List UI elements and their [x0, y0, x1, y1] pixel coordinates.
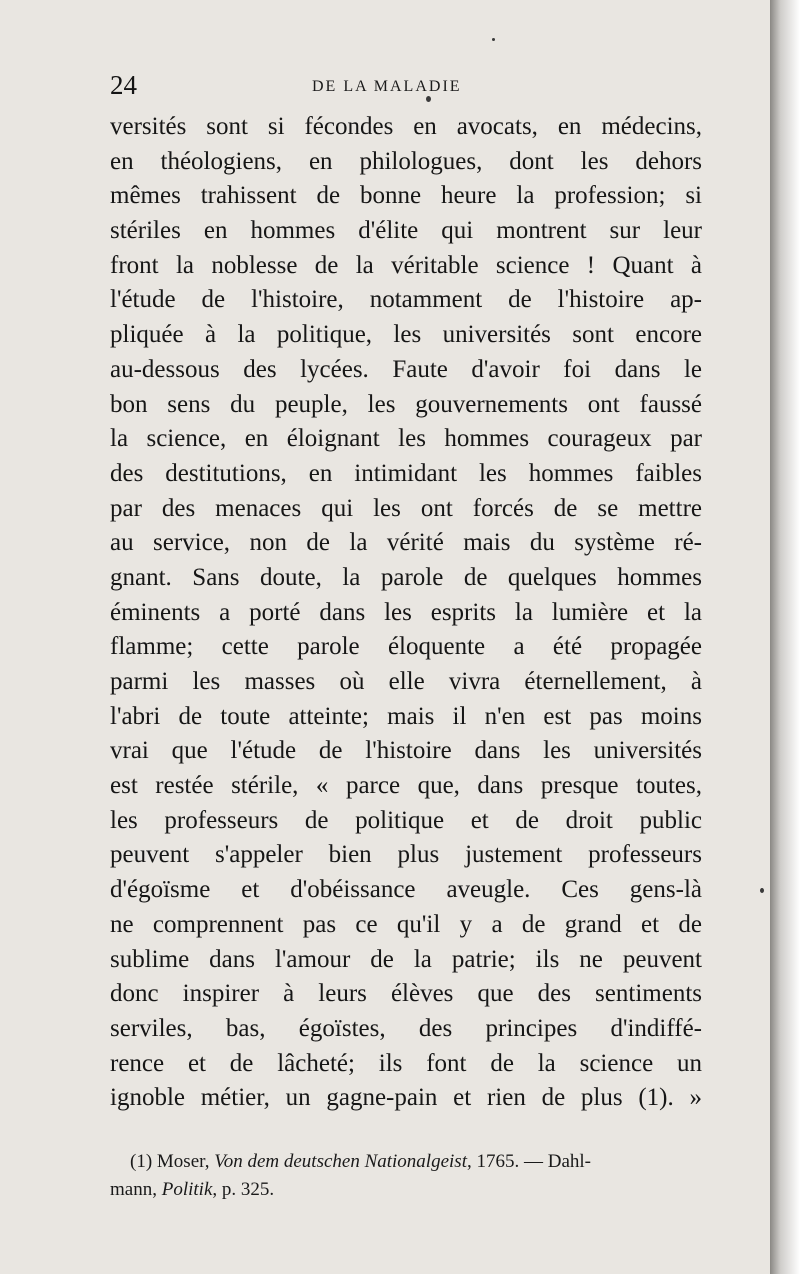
text-line: ne comprennent pas ce qu'il y a de grand et de — [110, 910, 702, 938]
text-line: d'égoïsme et d'obéissance aveugle. Ces gens-là — [110, 876, 702, 904]
footnote-line-2 — [110, 1176, 710, 1204]
running-title: DE LA MALADIE — [312, 78, 462, 95]
text-line: au-dessous des lycées. Faute d'avoir foi dans le — [110, 355, 702, 383]
ink-speck — [426, 96, 431, 102]
text-line: mêmes trahissent de bonne heure la profession; si — [110, 182, 702, 210]
text-line: donc inspirer à leurs élèves que des sentiments — [110, 980, 702, 1008]
ink-speck — [492, 38, 495, 41]
text-line: par des menaces qui les ont forcés de se mettre — [110, 494, 702, 522]
text-line: éminents a porté dans les esprits la lumière et la — [110, 598, 702, 626]
footnote-text: , p. 325. — [212, 1179, 275, 1200]
text-line: flamme; cette parole éloquente a été propagée — [110, 633, 702, 661]
text-line: peuvent s'appeler bien plus justement professeurs — [110, 841, 702, 869]
text-line: parmi les masses où elle vivra éternellement, à — [110, 668, 702, 695]
text-line: les professeurs de politique et de droit public — [110, 806, 702, 834]
footnote-title: Politik — [161, 1179, 213, 1200]
text-line: l'abri de toute atteinte; mais il n'en est pas moins — [110, 702, 702, 730]
footnote — [110, 1148, 710, 1204]
text-line-last: ignoble métier, un gagne-pain et rien de plus (1). » — [110, 1084, 702, 1112]
text-line: sublime dans l'amour de la patrie; ils ne peuvent — [110, 945, 702, 973]
text-line: en théologiens, en philologues, dont les dehors — [110, 147, 702, 175]
page-header — [110, 70, 700, 106]
text-line: l'étude de l'histoire, notamment de l'histoire ap- — [110, 286, 702, 314]
text-line: la science, en éloignant les hommes courageux par — [110, 425, 702, 453]
body-text — [110, 110, 702, 1116]
footnote-text: mann, — [110, 1179, 162, 1200]
page-number: 24 — [110, 70, 137, 100]
text-line: versités sont si fécondes en avocats, en médecins, — [110, 113, 702, 140]
text-line: bon sens du peuple, les gouvernements ont faussé — [110, 390, 702, 418]
footnote-text: , 1765. — Dahl- — [466, 1151, 591, 1172]
text-line: stériles en hommes d'élite qui montrent sur leur — [110, 217, 702, 245]
footnote-line-1 — [110, 1148, 710, 1176]
text-line: vrai que l'étude de l'histoire dans les universités — [110, 737, 702, 765]
text-line: gnant. Sans doute, la parole de quelques hommes — [110, 563, 702, 591]
text-line: est restée stérile, « parce que, dans presque toutes, — [110, 772, 702, 800]
text-line: au service, non de la vérité mais du système ré- — [110, 529, 702, 557]
text-line: serviles, bas, égoïstes, des principes d'indiffé- — [110, 1014, 702, 1042]
footnote-text: (1) Moser, — [130, 1151, 215, 1172]
text-line: des destitutions, en intimidant les hommes faibles — [110, 459, 702, 487]
text-line: rence et de lâcheté; ils font de la science un — [110, 1049, 702, 1077]
page-edge-shadow — [770, 0, 800, 1274]
ink-speck — [760, 888, 764, 893]
text-line: pliquée à la politique, les universités sont encore — [110, 321, 702, 349]
footnote-title: Von dem deutschen Nationalgeist — [214, 1151, 467, 1172]
text-line: front la noblesse de la véritable science ! Quant à — [110, 251, 702, 279]
